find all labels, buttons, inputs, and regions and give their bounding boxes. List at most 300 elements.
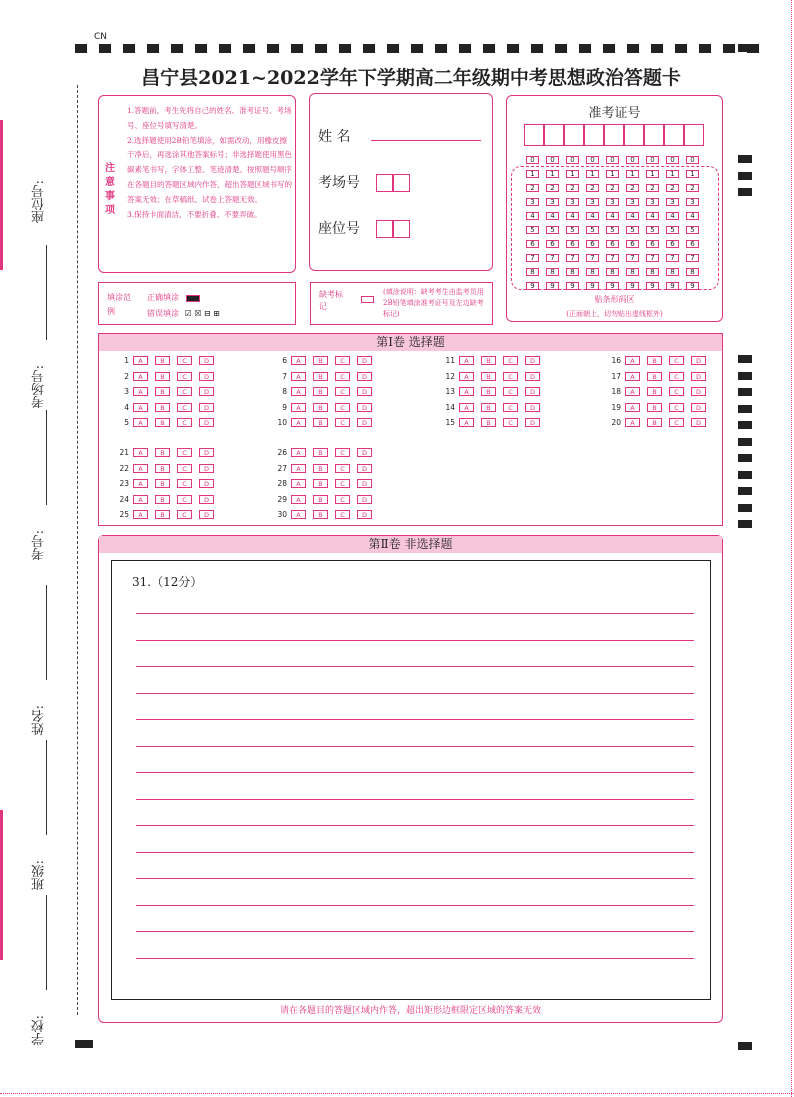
digit-bubble[interactable]: 0 (686, 156, 699, 164)
digit-bubble[interactable]: 9 (626, 282, 639, 290)
digit-bubble[interactable]: 0 (626, 156, 639, 164)
option-bubble[interactable]: A (133, 448, 148, 457)
choice-question (109, 418, 221, 429)
digit-bubble[interactable]: 1 (566, 170, 579, 178)
digit-bubble[interactable]: 5 (526, 226, 539, 234)
candidate-box (309, 93, 493, 271)
digit-bubble[interactable]: 9 (646, 282, 659, 290)
room-label: 考场号 (318, 175, 360, 191)
margin-label: 考号: (32, 530, 47, 561)
option-bubble[interactable]: C (669, 372, 684, 381)
option-bubble[interactable]: D (525, 372, 540, 381)
option-bubble[interactable]: B (155, 510, 170, 519)
exam-id-title: 准考证号 (588, 106, 641, 121)
option-bubble[interactable]: D (199, 403, 214, 412)
digit-bubble[interactable]: 3 (626, 198, 639, 206)
option-bubble[interactable]: A (291, 418, 306, 427)
digit-bubble[interactable]: 7 (546, 254, 559, 262)
writing-line (136, 613, 694, 614)
question-number: 4 (124, 402, 129, 412)
option-bubble[interactable]: C (335, 356, 350, 365)
option-bubble[interactable]: A (291, 387, 306, 396)
answer-box[interactable] (111, 560, 711, 1000)
option-bubble[interactable]: C (335, 403, 350, 412)
digit-bubble[interactable]: 1 (586, 170, 599, 178)
digit-bubble[interactable]: 5 (626, 226, 639, 234)
digit-bubble[interactable]: 2 (546, 184, 559, 192)
option-bubble[interactable]: D (357, 479, 372, 488)
margin-label: 座位号: (32, 180, 47, 224)
option-bubble[interactable]: D (199, 356, 214, 365)
option-bubble[interactable]: B (155, 418, 170, 427)
option-bubble[interactable]: D (199, 495, 214, 504)
question-number: 19 (611, 402, 621, 412)
option-bubble[interactable]: B (155, 495, 170, 504)
option-bubble[interactable]: C (177, 479, 192, 488)
name-row (318, 126, 481, 146)
option-bubble[interactable]: A (291, 510, 306, 519)
option-bubble[interactable]: B (647, 403, 662, 412)
option-bubble[interactable]: C (503, 372, 518, 381)
digit-bubble[interactable]: 6 (546, 240, 559, 248)
option-bubble[interactable]: C (335, 448, 350, 457)
digit-bubble[interactable]: 7 (626, 254, 639, 262)
option-bubble[interactable]: B (155, 479, 170, 488)
digit-bubble[interactable]: 4 (666, 212, 679, 220)
digit-bubble[interactable]: 2 (626, 184, 639, 192)
question-number: 12 (445, 371, 455, 381)
question-number: 28 (277, 479, 287, 488)
question-31-title: 31.（12分） (132, 575, 203, 589)
question-number: 6 (282, 356, 287, 365)
option-bubble[interactable]: B (481, 356, 496, 365)
choice-question (267, 387, 379, 398)
margin-fill-line (46, 410, 47, 505)
digit-bubble[interactable]: 0 (566, 156, 579, 164)
writing-line (136, 666, 694, 667)
choice-question (267, 510, 379, 521)
option-bubble[interactable]: C (177, 464, 192, 473)
digit-bubble[interactable]: 9 (666, 282, 679, 290)
option-bubble[interactable]: A (133, 464, 148, 473)
option-bubble[interactable]: A (291, 356, 306, 365)
question-number: 7 (282, 371, 287, 381)
digit-bubble[interactable]: 2 (606, 184, 619, 192)
choice-question (109, 403, 221, 414)
digit-bubble[interactable]: 8 (586, 268, 599, 276)
digit-bubble[interactable]: 0 (586, 156, 599, 164)
section-choice (98, 333, 723, 526)
option-bubble[interactable]: D (525, 356, 540, 365)
left-stripe (0, 120, 3, 270)
option-bubble[interactable]: D (199, 464, 214, 473)
digit-bubble[interactable]: 1 (606, 170, 619, 178)
digit-bubble[interactable]: 9 (606, 282, 619, 290)
option-bubble[interactable]: B (313, 403, 328, 412)
corner-mark (738, 1042, 752, 1050)
digit-bubble[interactable]: 2 (686, 184, 699, 192)
question-number: 23 (119, 479, 129, 488)
timing-mark (738, 188, 752, 196)
digit-bubble[interactable]: 7 (566, 254, 579, 262)
option-bubble[interactable]: D (357, 510, 372, 519)
digit-bubble[interactable]: 0 (646, 156, 659, 164)
digit-bubble[interactable]: 6 (646, 240, 659, 248)
digit-bubble[interactable]: 7 (686, 254, 699, 262)
digit-bubble[interactable]: 3 (686, 198, 699, 206)
correct-fill-label: 正确填涂 (147, 292, 200, 303)
writing-line (136, 719, 694, 720)
option-bubble[interactable]: A (133, 479, 148, 488)
option-bubble[interactable]: D (357, 372, 372, 381)
option-bubble[interactable]: D (357, 495, 372, 504)
digit-bubble[interactable]: 4 (526, 212, 539, 220)
digit-bubble[interactable]: 1 (646, 170, 659, 178)
choice-question (267, 479, 379, 490)
digit-bubble[interactable]: 9 (526, 282, 539, 290)
digit-bubble[interactable]: 4 (606, 212, 619, 220)
option-bubble[interactable]: D (691, 387, 706, 396)
digit-bubble[interactable]: 9 (546, 282, 559, 290)
option-bubble[interactable]: C (503, 387, 518, 396)
digit-bubble[interactable]: 9 (566, 282, 579, 290)
option-bubble[interactable]: A (625, 372, 640, 381)
timing-mark (738, 504, 752, 512)
seat-row (318, 218, 410, 238)
question-number: 13 (445, 387, 455, 396)
option-bubble[interactable]: A (459, 418, 474, 427)
option-bubble[interactable]: A (459, 403, 474, 412)
question-number: 17 (611, 371, 621, 381)
timing-mark (738, 421, 752, 429)
timing-mark (738, 172, 752, 180)
option-bubble[interactable]: C (669, 418, 684, 427)
digit-bubble[interactable]: 1 (626, 170, 639, 178)
option-bubble[interactable]: D (199, 448, 214, 457)
cn-mark: CN (94, 32, 108, 42)
digit-bubble[interactable]: 1 (546, 170, 559, 178)
notes-label: 注意事项 (105, 163, 115, 216)
option-bubble[interactable]: D (357, 387, 372, 396)
choice-question (109, 448, 221, 459)
digit-bubble[interactable]: 5 (666, 226, 679, 234)
question-number: 3 (124, 387, 129, 396)
digit-bubble[interactable]: 8 (606, 268, 619, 276)
option-bubble[interactable]: A (625, 387, 640, 396)
timing-mark (738, 355, 752, 363)
choice-question (267, 418, 379, 429)
choice-question (267, 372, 379, 383)
option-bubble[interactable]: A (291, 372, 306, 381)
digit-bubble[interactable]: 6 (666, 240, 679, 248)
option-bubble[interactable]: C (177, 418, 192, 427)
option-bubble[interactable]: A (133, 387, 148, 396)
exam-id-cells[interactable] (524, 124, 704, 146)
digit-bubble[interactable]: 5 (606, 226, 619, 234)
option-bubble[interactable]: D (525, 387, 540, 396)
digit-bubble[interactable]: 6 (686, 240, 699, 248)
choice-question (601, 356, 713, 367)
choice-question (109, 387, 221, 398)
option-bubble[interactable]: C (177, 448, 192, 457)
option-bubble[interactable]: A (459, 387, 474, 396)
digit-bubble[interactable]: 9 (586, 282, 599, 290)
option-bubble[interactable]: C (335, 387, 350, 396)
option-bubble[interactable]: B (155, 372, 170, 381)
option-bubble[interactable]: D (691, 372, 706, 381)
option-bubble[interactable]: D (199, 372, 214, 381)
option-bubble[interactable]: D (357, 448, 372, 457)
option-bubble[interactable]: C (177, 387, 192, 396)
digit-bubble[interactable]: 2 (526, 184, 539, 192)
digit-bubble[interactable]: 2 (566, 184, 579, 192)
question-number: 26 (277, 448, 287, 457)
choice-question (109, 479, 221, 490)
digit-bubble[interactable]: 0 (666, 156, 679, 164)
digit-bubble[interactable]: 1 (526, 170, 539, 178)
option-bubble[interactable]: C (503, 403, 518, 412)
exam-id-box (506, 95, 723, 322)
digit-bubble[interactable]: 6 (626, 240, 639, 248)
option-bubble[interactable]: D (525, 403, 540, 412)
option-bubble[interactable]: A (291, 495, 306, 504)
digit-bubble[interactable]: 9 (686, 282, 699, 290)
option-bubble[interactable]: D (357, 403, 372, 412)
section-choice-header: 第Ⅰ卷 选择题 (99, 334, 722, 351)
option-bubble[interactable]: A (459, 372, 474, 381)
option-bubble[interactable]: B (155, 403, 170, 412)
option-bubble[interactable]: A (291, 448, 306, 457)
choice-question (267, 403, 379, 414)
digit-bubble[interactable]: 8 (566, 268, 579, 276)
digit-bubble[interactable]: 6 (566, 240, 579, 248)
digit-bubble[interactable]: 5 (546, 226, 559, 234)
option-bubble[interactable]: D (199, 418, 214, 427)
question-number: 20 (611, 418, 621, 427)
option-bubble[interactable]: D (525, 418, 540, 427)
digit-bubble[interactable]: 7 (526, 254, 539, 262)
option-bubble[interactable]: C (669, 356, 684, 365)
digit-bubble[interactable]: 1 (686, 170, 699, 178)
digit-bubble[interactable]: 8 (646, 268, 659, 276)
absent-label: 缺考标记 (319, 290, 343, 311)
option-bubble[interactable]: C (177, 356, 192, 365)
option-bubble[interactable]: B (313, 448, 328, 457)
writing-line (136, 878, 694, 879)
option-bubble[interactable]: B (313, 495, 328, 504)
digit-bubble[interactable]: 6 (606, 240, 619, 248)
option-bubble[interactable]: B (647, 418, 662, 427)
option-bubble[interactable]: B (481, 403, 496, 412)
option-bubble[interactable]: C (177, 510, 192, 519)
option-bubble[interactable]: B (313, 464, 328, 473)
option-bubble[interactable]: D (691, 356, 706, 365)
room-field[interactable] (376, 175, 410, 191)
digit-bubble[interactable]: 4 (646, 212, 659, 220)
option-bubble[interactable]: C (177, 372, 192, 381)
option-bubble[interactable]: A (459, 356, 474, 365)
option-bubble[interactable]: C (335, 464, 350, 473)
digit-bubble[interactable]: 2 (646, 184, 659, 192)
digit-bubble[interactable]: 0 (606, 156, 619, 164)
digit-bubble[interactable]: 3 (566, 198, 579, 206)
option-bubble[interactable]: B (481, 387, 496, 396)
option-bubble[interactable]: A (133, 510, 148, 519)
digit-bubble[interactable]: 8 (526, 268, 539, 276)
digit-bubble[interactable]: 1 (666, 170, 679, 178)
option-bubble[interactable]: C (335, 372, 350, 381)
option-bubble[interactable]: B (313, 356, 328, 365)
digit-bubble[interactable]: 3 (666, 198, 679, 206)
digit-bubble[interactable]: 5 (646, 226, 659, 234)
option-bubble[interactable]: A (133, 356, 148, 365)
page-title: 昌宁县2021~2022学年下学期高二年级期中考思想政治答题卡 (141, 67, 681, 89)
digit-bubble[interactable]: 6 (526, 240, 539, 248)
option-bubble[interactable]: B (155, 448, 170, 457)
option-bubble[interactable]: D (357, 418, 372, 427)
absent-checkbox[interactable] (361, 296, 374, 303)
option-bubble[interactable]: B (647, 356, 662, 365)
digit-bubble[interactable]: 4 (546, 212, 559, 220)
option-bubble[interactable]: C (335, 479, 350, 488)
question-number: 27 (277, 463, 287, 473)
margin-fill-line (46, 895, 47, 990)
option-bubble[interactable]: A (133, 372, 148, 381)
digit-bubble[interactable]: 8 (686, 268, 699, 276)
writing-line (136, 958, 694, 959)
option-bubble[interactable]: B (313, 510, 328, 519)
choice-question (109, 356, 221, 367)
digit-bubble[interactable]: 7 (606, 254, 619, 262)
seat-label: 座位号 (318, 221, 360, 237)
option-bubble[interactable]: B (647, 372, 662, 381)
writing-line (136, 852, 694, 853)
digit-bubble[interactable]: 5 (686, 226, 699, 234)
option-bubble[interactable]: B (155, 464, 170, 473)
choice-question (601, 372, 713, 383)
option-bubble[interactable]: C (503, 356, 518, 365)
option-bubble[interactable]: C (177, 495, 192, 504)
digit-bubble[interactable]: 4 (566, 212, 579, 220)
timing-mark (738, 471, 752, 479)
digit-bubble[interactable]: 2 (666, 184, 679, 192)
section-open (98, 535, 723, 1023)
option-bubble[interactable]: D (691, 403, 706, 412)
question-number: 25 (119, 510, 129, 519)
digit-bubble[interactable]: 5 (586, 226, 599, 234)
digit-bubble[interactable]: 3 (586, 198, 599, 206)
notes-text (127, 104, 293, 222)
option-bubble[interactable]: C (335, 495, 350, 504)
margin-fill-line (46, 740, 47, 835)
option-bubble[interactable]: B (155, 387, 170, 396)
option-bubble[interactable]: D (357, 464, 372, 473)
digit-bubble[interactable]: 3 (526, 198, 539, 206)
digit-bubble[interactable]: 0 (546, 156, 559, 164)
digit-bubble[interactable]: 8 (546, 268, 559, 276)
option-bubble[interactable]: D (199, 510, 214, 519)
digit-bubble[interactable]: 8 (626, 268, 639, 276)
option-bubble[interactable]: D (691, 418, 706, 427)
choice-question (435, 356, 547, 367)
choice-question (435, 387, 547, 398)
option-bubble[interactable]: A (291, 403, 306, 412)
digit-bubble[interactable]: 3 (546, 198, 559, 206)
timing-mark (738, 405, 752, 413)
option-bubble[interactable]: C (177, 403, 192, 412)
digit-bubble[interactable]: 4 (626, 212, 639, 220)
choice-question (601, 403, 713, 414)
option-bubble[interactable]: B (313, 387, 328, 396)
timing-mark (738, 520, 752, 528)
option-bubble[interactable]: C (335, 510, 350, 519)
option-bubble[interactable]: A (625, 403, 640, 412)
option-bubble[interactable]: A (133, 403, 148, 412)
option-bubble[interactable]: B (313, 479, 328, 488)
option-bubble[interactable]: B (313, 418, 328, 427)
seat-field[interactable] (376, 221, 410, 237)
name-field[interactable] (371, 140, 481, 141)
digit-bubble[interactable]: 3 (606, 198, 619, 206)
digit-bubble[interactable]: 4 (686, 212, 699, 220)
option-bubble[interactable]: C (335, 418, 350, 427)
choice-question (109, 372, 221, 383)
left-stripe (0, 810, 3, 960)
digit-bubble[interactable]: 7 (586, 254, 599, 262)
digit-bubble[interactable]: 2 (586, 184, 599, 192)
margin-fill-line (46, 245, 47, 340)
question-number: 9 (282, 402, 287, 412)
option-bubble[interactable]: A (291, 479, 306, 488)
timing-mark (738, 372, 752, 380)
question-number: 1 (124, 356, 129, 365)
option-bubble[interactable]: B (481, 418, 496, 427)
footer-note: 请在各题目的答题区域内作答，超出矩形边框限定区域的答案无效 (279, 1006, 541, 1016)
fill-example-box (98, 282, 296, 325)
choice-question (267, 464, 379, 475)
digit-bubble[interactable]: 7 (666, 254, 679, 262)
digit-bubble[interactable]: 5 (566, 226, 579, 234)
option-bubble[interactable]: C (503, 418, 518, 427)
question-number: 8 (282, 387, 287, 396)
option-bubble[interactable]: C (669, 387, 684, 396)
option-bubble[interactable]: B (647, 387, 662, 396)
digit-bubble[interactable]: 3 (646, 198, 659, 206)
option-bubble[interactable]: B (481, 372, 496, 381)
option-bubble[interactable]: A (291, 464, 306, 473)
digit-bubble[interactable]: 4 (586, 212, 599, 220)
option-bubble[interactable]: D (357, 356, 372, 365)
option-bubble[interactable]: D (199, 387, 214, 396)
option-bubble[interactable]: A (625, 418, 640, 427)
margin-label: 班级: (32, 860, 47, 891)
digit-bubble[interactable]: 6 (586, 240, 599, 248)
question-number: 11 (445, 356, 455, 365)
digit-bubble[interactable]: 8 (666, 268, 679, 276)
choice-question (435, 418, 547, 429)
option-bubble[interactable]: A (133, 495, 148, 504)
option-bubble[interactable]: A (625, 356, 640, 365)
digit-bubble[interactable]: 0 (526, 156, 539, 164)
option-bubble[interactable]: A (133, 418, 148, 427)
writing-line (136, 640, 694, 641)
option-bubble[interactable]: B (313, 372, 328, 381)
choice-question (109, 495, 221, 506)
option-bubble[interactable]: C (669, 403, 684, 412)
option-bubble[interactable]: B (155, 356, 170, 365)
option-bubble[interactable]: D (199, 479, 214, 488)
digit-bubble[interactable]: 7 (646, 254, 659, 262)
